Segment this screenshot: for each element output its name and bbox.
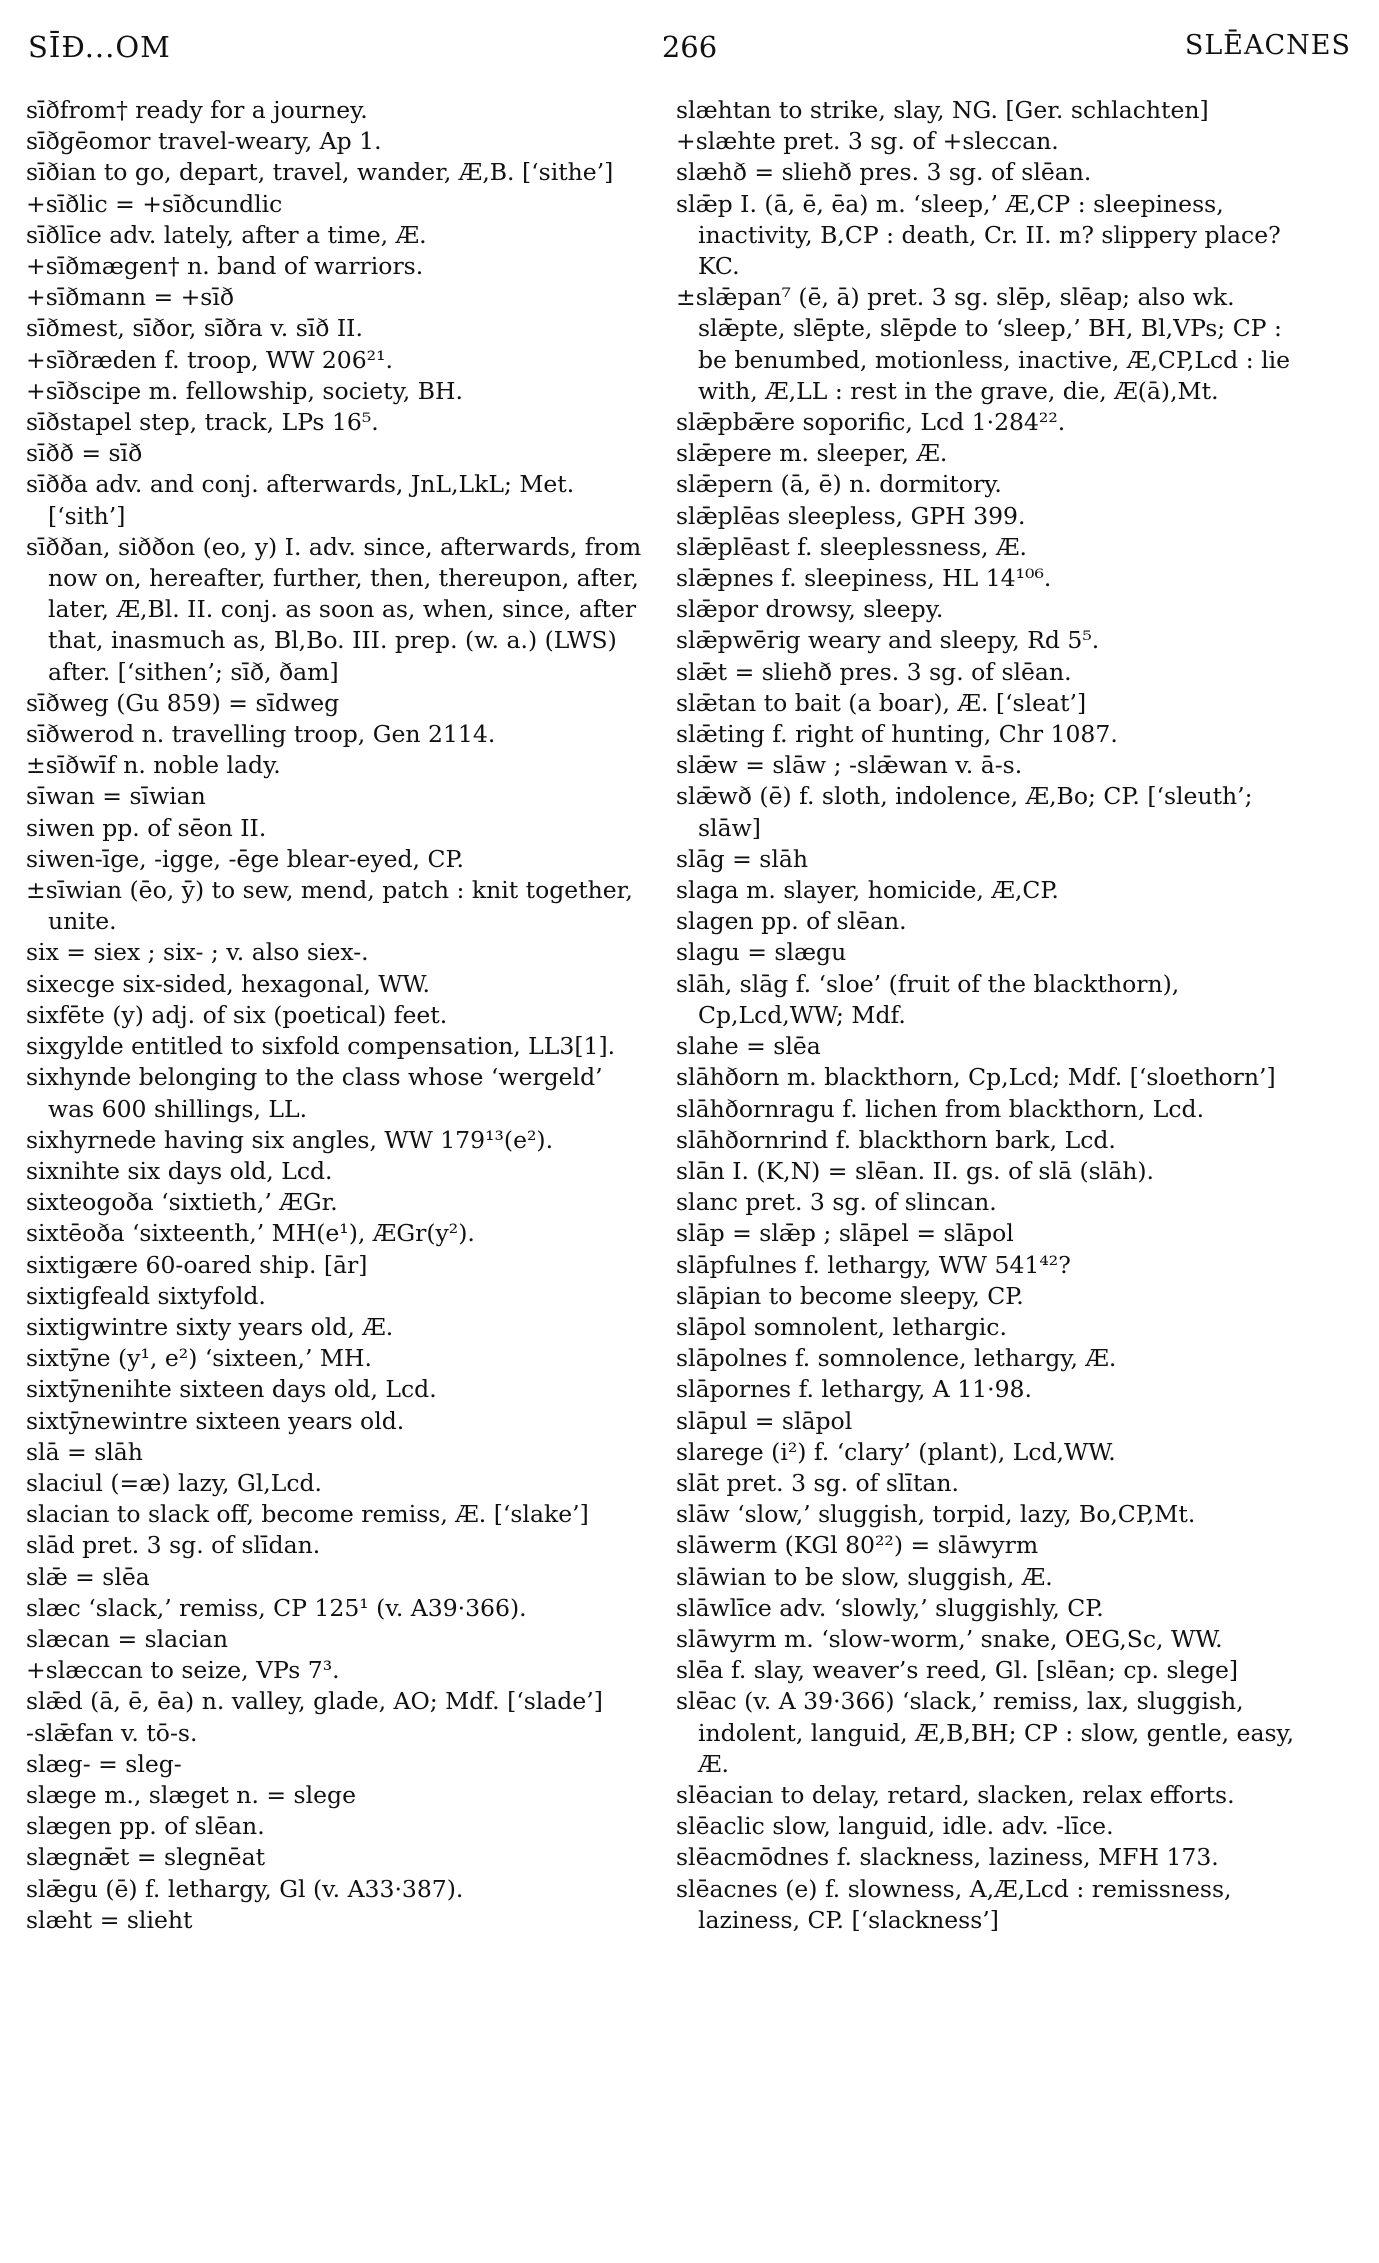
dictionary-entry: slæhtan to strike, slay, NG. [Ger. schlachten] (676, 96, 1209, 124)
dictionary-entry: sixhynde belonging to the class whose ‘wergeld’ was 600 shillings, LL. (26, 1063, 603, 1123)
dictionary-entry: sixtigære 60-oared ship. [ār] (26, 1250, 368, 1279)
dictionary-entry: slād pret. 3 sg. of slīdan. (26, 1531, 321, 1560)
page-number: 266 (661, 30, 718, 64)
dictionary-entry: slā = slāh (26, 1437, 143, 1466)
dictionary-entry: slaciul (=æ) lazy, Gl,Lcd. (26, 1468, 323, 1497)
dictionary-entry: slāpol somnolent, lethargic. (676, 1312, 1007, 1341)
dictionary-entry: +sīðscipe m. fellowship, society, BH. (26, 376, 463, 405)
dictionary-entry: slǣgu (ē) f. lethargy, Gl (v. A33·387). (26, 1874, 464, 1903)
dictionary-entry: sixecge six-sided, hexagonal, WW. (26, 969, 430, 998)
dictionary-entry: sixteogoða ‘sixtieth,’ ÆGr. (26, 1188, 338, 1217)
dictionary-entry: +sīðlic = +sīðcundlic (26, 189, 283, 218)
dictionary-entry: siwen-īge, -igge, -ēge blear-eyed, CP. (26, 844, 464, 873)
dictionary-entry: slāg = slāh (676, 844, 808, 873)
dictionary-entry: slāhðornrind f. blackthorn bark, Lcd. (676, 1125, 1116, 1154)
dictionary-entry: slāw ‘slow,’ sluggish, torpid, lazy, Bo,CP,Mt. (676, 1500, 1196, 1529)
dictionary-entry: sixtigfeald sixtyfold. (26, 1281, 266, 1310)
dictionary-entry: sīððа adv. and conj. afterwards, JnL,LkL; Met. [‘sith’] (26, 470, 575, 530)
dictionary-entry: slǣpern (ā, ē) n. dormitory. (676, 470, 1002, 499)
dictionary-entry: sīðstapel step, track, LPs 16⁵. (26, 408, 379, 437)
dictionary-entry: slægnǣt = slegnēat (26, 1843, 266, 1872)
dictionary-entry: slǣting f. right of hunting, Chr 1087. (676, 720, 1118, 749)
dictionary-entry: six = siex ; six- ; v. also siex-. (26, 938, 369, 967)
running-head-left: SĪÐ...OM (28, 30, 171, 64)
dictionary-entry: slāwlīce adv. ‘slowly,’ sluggishly, CP. (676, 1593, 1104, 1622)
dictionary-entry: slanc pret. 3 sg. of slincan. (676, 1188, 997, 1217)
dictionary-entry: slæhð = sliehð pres. 3 sg. of slēan. (676, 158, 1092, 187)
dictionary-entry: slāpul = slāpol (676, 1406, 853, 1435)
dictionary-entry: slacian to slack off, become remiss, Æ. [‘slake’] (26, 1500, 589, 1529)
dictionary-entry: sīðlīce adv. lately, after a time, Æ. (26, 220, 427, 249)
dictionary-entry: ±sīwian (ēo, ȳ) to sew, mend, patch : knit together, unite. (26, 876, 633, 936)
dictionary-entry: slagu = slægu (676, 938, 847, 967)
dictionary-entry: slagen pp. of slēan. (676, 907, 907, 936)
page-header (28, 30, 1351, 70)
dictionary-entry: slǣw = slāw ; -slǣwan v. ā-s. (676, 751, 1023, 780)
dictionary-entry: slarege (i²) f. ‘clary’ (plant), Lcd,WW. (676, 1437, 1116, 1466)
dictionary-entry: +slæccan to seize, VPs 7³. (26, 1656, 340, 1685)
dictionary-entry: sixgylde entitled to sixfold compensation, LL3[1]. (26, 1032, 616, 1061)
dictionary-entry: slāp = slǣp ; slāpel = slāpol (676, 1219, 1014, 1248)
dictionary-entry: slāpfulnes f. lethargy, WW 541⁴²? (676, 1250, 1071, 1279)
dictionary-entry: sīðmest, sīðor, sīðra v. sīð II. (26, 314, 363, 343)
dictionary-entry: slǣpere m. sleeper, Æ. (676, 439, 948, 468)
dictionary-entry: ±slǣpan⁷ (ē, ā) pret. 3 sg. slēp, slēap; also wk. slǣpte, slēpte, slēpde to ‘sleep,’ BH, Bl,VPs; CP : be benumbed, motionless, inactive, Æ,CP,Lcd : lie with, Æ,LL : rest in the grave, die, Æ(ā),Mt. (676, 283, 1291, 405)
dictionary-entry: slēacian to delay, retard, slacken, relax efforts. (676, 1780, 1235, 1809)
dictionary-entry: slǣpor drowsy, sleepy. (676, 595, 944, 624)
dictionary-entry: sīwan = sīwian (26, 782, 206, 811)
dictionary-entry: -slǣfan v. tō-s. (26, 1718, 198, 1747)
dictionary-entry: sixtȳne (y¹, e²) ‘sixteen,’ MH. (26, 1344, 372, 1373)
dictionary-entry: slēacmōdnes f. slackness, laziness, MFH 173. (676, 1843, 1219, 1872)
dictionary-entry: sixhyrnede having six angles, WW 179¹³(e²). (26, 1125, 554, 1154)
dictionary-entry: sīðweg (Gu 859) = sīdweg (26, 688, 340, 717)
dictionary-entry: sīððan, siððon (eo, y) I. adv. since, afterwards, from now on, hereafter, further, then, thereupon, after, later, Æ,Bl. II. conj. as soon as, when, since, after that, inasmuch as, Bl,Bo. III. prep. (w. a.) (LWS) after. [‘sithen’; sīð, ðam] (26, 532, 642, 686)
dictionary-entry: slāwerm (KGl 80²²) = slāwyrm (676, 1531, 1039, 1560)
dictionary-entry: slǣpbǣre soporific, Lcd 1·284²². (676, 408, 1066, 437)
dictionary-entry: sīðð = sīð (26, 439, 143, 468)
dictionary-entry: slæcan = slacian (26, 1624, 229, 1653)
dictionary-entry: slǣp I. (ā, ē, ēa) m. ‘sleep,’ Æ,CP : sleepiness, inactivity, B,CP : death, Cr. II. m? slippery place? KC. (676, 189, 1281, 281)
running-head-right: SLĒACNES (1184, 30, 1351, 61)
dictionary-entry: sixtȳnenihte sixteen days old, Lcd. (26, 1375, 437, 1404)
dictionary-entry: slāhðorn m. blackthorn, Cp,Lcd; Mdf. [‘sloethorn’] (676, 1063, 1276, 1092)
dictionary-entry: slaga m. slayer, homicide, Æ,CP. (676, 876, 1059, 905)
dictionary-entry: slān I. (K,N) = slēan. II. gs. of slā (slāh). (676, 1156, 1154, 1185)
dictionary-entry: siwen pp. of sēon II. (26, 813, 267, 842)
dictionary-entry: ±sīðwīf n. noble lady. (26, 751, 281, 780)
dictionary-entry: +sīðmægen† n. band of warriors. (26, 252, 424, 281)
dictionary-entry: slāwian to be slow, sluggish, Æ. (676, 1562, 1053, 1591)
dictionary-entry: +sīðræden f. troop, WW 206²¹. (26, 345, 393, 374)
dictionary-entry: slǣwð (ē) f. sloth, indolence, Æ,Bo; CP. [‘sleuth’; slāw] (676, 782, 1253, 842)
dictionary-entry: slāh, slāg f. ‘sloe’ (fruit of the blackthorn), Cp,Lcd,WW; Mdf. (676, 969, 1180, 1029)
dictionary-entry: slægen pp. of slēan. (26, 1812, 265, 1841)
dictionary-entry: slāpornes f. lethargy, A 11·98. (676, 1375, 1032, 1404)
dictionary-entry: sixtigwintre sixty years old, Æ. (26, 1312, 394, 1341)
dictionary-entry: slēaclic slow, languid, idle. adv. -līce. (676, 1812, 1114, 1841)
dictionary-entry: slāwyrm m. ‘slow-worm,’ snake, OEG,Sc, WW. (676, 1624, 1223, 1653)
dictionary-entry: slæge m., slæget n. = slege (26, 1780, 356, 1809)
dictionary-entry: sixnihte six days old, Lcd. (26, 1156, 333, 1185)
dictionary-entry: sixtȳnewintre sixteen years old. (26, 1406, 405, 1435)
dictionary-entry: slāt pret. 3 sg. of slītan. (676, 1468, 959, 1497)
dictionary-entry: slǣtan to bait (a boar), Æ. [‘sleat’] (676, 688, 1087, 717)
dictionary-entry: slǣplēas sleepless, GPH 399. (676, 501, 1026, 530)
dictionary-entry: slēa f. slay, weaver’s reed, Gl. [slēan; cp. slege] (676, 1656, 1239, 1685)
dictionary-entry: +slæhte pret. 3 sg. of +sleccan. (676, 127, 1059, 156)
dictionary-entry: slǣt = sliehð pres. 3 sg. of slēan. (676, 657, 1072, 686)
dictionary-entry: slahe = slēa (676, 1032, 821, 1061)
dictionary-entry: sixtēoða ‘sixteenth,’ MH(e¹), ÆGr(y²). (26, 1219, 475, 1248)
dictionary-entry: slǣplēast f. sleeplessness, Æ. (676, 532, 1027, 561)
left-column (26, 95, 656, 1936)
dictionary-entry: slēacnes (e) f. slowness, A,Æ,Lcd : remissness, laziness, CP. [‘slackness’] (676, 1874, 1232, 1934)
dictionary-entry: slǣd (ā, ē, ēa) n. valley, glade, AO; Mdf. [‘slade’] (26, 1687, 603, 1716)
dictionary-entry: slāpian to become sleepy, CP. (676, 1281, 1024, 1310)
dictionary-entry: slǣpnes f. sleepiness, HL 14¹⁰⁶. (676, 564, 1052, 593)
dictionary-entry: sīðfrom† ready for a journey. (26, 96, 368, 124)
dictionary-entry: slæht = slieht (26, 1905, 193, 1934)
dictionary-entry: sīðian to go, depart, travel, wander, Æ,B. [‘sithe’] (26, 158, 614, 187)
dictionary-entry: slæg- = sleg- (26, 1749, 182, 1778)
dictionary-entry: slǣ = slēa (26, 1562, 150, 1591)
right-column (676, 95, 1316, 1936)
dictionary-entry: slæc ‘slack,’ remiss, CP 125¹ (v. A39·366). (26, 1593, 527, 1622)
dictionary-entry: slǣpwērig weary and sleepy, Rd 5⁵. (676, 626, 1100, 655)
dictionary-entry: sīðgēomor travel-weary, Ap 1. (26, 127, 382, 156)
dictionary-entry: sixfēte (y) adj. of six (poetical) feet. (26, 1000, 448, 1029)
dictionary-entry: slāhðornragu f. lichen from blackthorn, Lcd. (676, 1094, 1205, 1123)
dictionary-entry: slēac (v. A 39·366) ‘slack,’ remiss, lax, sluggish, indolent, languid, Æ,B,BH; CP : slow, gentle, easy, Æ. (676, 1687, 1295, 1778)
dictionary-entry: sīðwerod n. travelling troop, Gen 2114. (26, 720, 496, 749)
dictionary-entry: slāpolnes f. somnolence, lethargy, Æ. (676, 1344, 1117, 1373)
dictionary-entry: +sīðmann = +sīð (26, 283, 235, 312)
